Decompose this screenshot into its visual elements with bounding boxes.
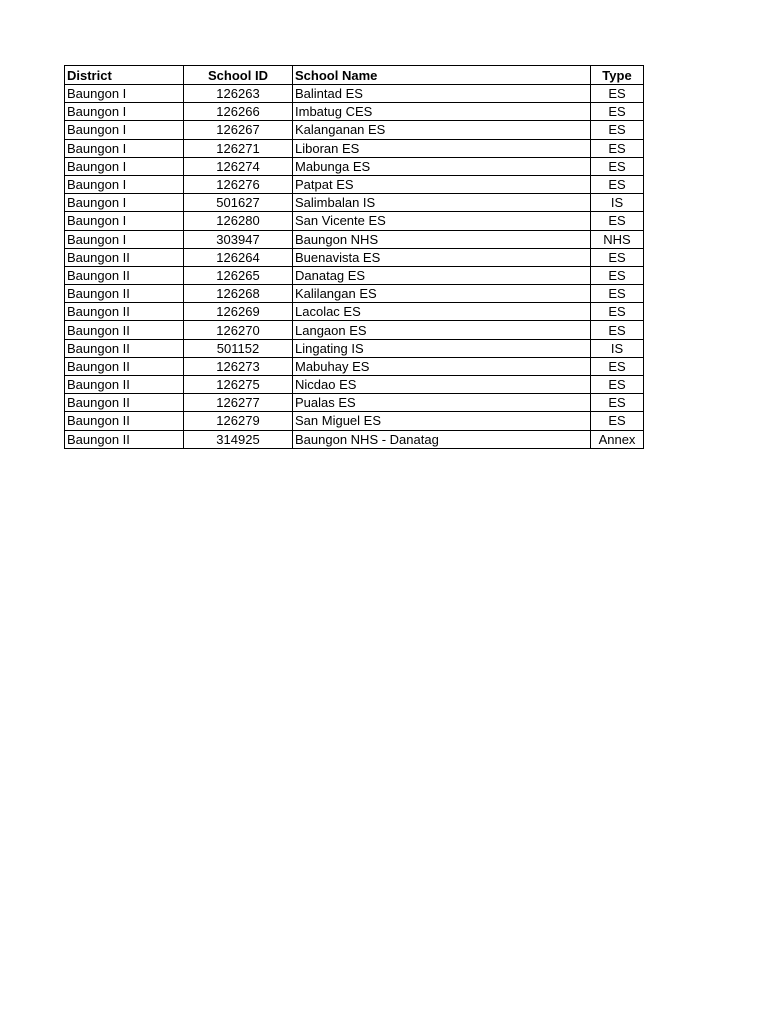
cell-school-id: 126264: [184, 248, 293, 266]
spreadsheet-page: [64, 65, 644, 449]
cell-school-id: 126269: [184, 303, 293, 321]
cell-school-name: Patpat ES: [293, 175, 591, 193]
table-row: [65, 139, 644, 157]
cell-type: Annex: [591, 430, 644, 448]
cell-type: ES: [591, 212, 644, 230]
cell-district: Baungon II: [65, 412, 184, 430]
cell-district: Baungon I: [65, 157, 184, 175]
cell-school-id: 126279: [184, 412, 293, 430]
cell-school-id: 126274: [184, 157, 293, 175]
table-row: [65, 412, 644, 430]
table-row: [65, 357, 644, 375]
cell-district: Baungon II: [65, 248, 184, 266]
cell-district: Baungon II: [65, 430, 184, 448]
cell-school-name: Kalanganan ES: [293, 121, 591, 139]
cell-type: ES: [591, 175, 644, 193]
table-row: [65, 121, 644, 139]
table-row: [65, 248, 644, 266]
table-row: [65, 321, 644, 339]
cell-school-id: 126263: [184, 85, 293, 103]
table-row: [65, 85, 644, 103]
table-row: [65, 339, 644, 357]
cell-school-name: Imbatug CES: [293, 103, 591, 121]
cell-school-name: Danatag ES: [293, 266, 591, 284]
cell-type: ES: [591, 285, 644, 303]
cell-school-id: 126267: [184, 121, 293, 139]
cell-district: Baungon I: [65, 103, 184, 121]
cell-district: Baungon I: [65, 194, 184, 212]
cell-school-id: 126280: [184, 212, 293, 230]
table-row: [65, 285, 644, 303]
cell-type: ES: [591, 412, 644, 430]
cell-type: ES: [591, 321, 644, 339]
cell-school-id: 126268: [184, 285, 293, 303]
cell-district: Baungon I: [65, 212, 184, 230]
cell-school-name: Pualas ES: [293, 394, 591, 412]
table-row: [65, 303, 644, 321]
cell-district: Baungon I: [65, 230, 184, 248]
cell-school-name: Kalilangan ES: [293, 285, 591, 303]
cell-district: Baungon I: [65, 139, 184, 157]
cell-school-id: 126270: [184, 321, 293, 339]
cell-district: Baungon II: [65, 376, 184, 394]
cell-type: ES: [591, 357, 644, 375]
cell-type: ES: [591, 121, 644, 139]
header-type: Type: [591, 66, 644, 85]
cell-district: Baungon II: [65, 394, 184, 412]
cell-school-id: 501152: [184, 339, 293, 357]
cell-school-id: 126271: [184, 139, 293, 157]
cell-district: Baungon II: [65, 357, 184, 375]
cell-district: Baungon II: [65, 303, 184, 321]
cell-type: ES: [591, 303, 644, 321]
cell-type: ES: [591, 85, 644, 103]
cell-school-id: 126277: [184, 394, 293, 412]
table-body: [65, 85, 644, 449]
cell-district: Baungon II: [65, 285, 184, 303]
cell-type: NHS: [591, 230, 644, 248]
cell-school-id: 314925: [184, 430, 293, 448]
table-row: [65, 394, 644, 412]
cell-school-name: Baungon NHS - Danatag: [293, 430, 591, 448]
table-row: [65, 430, 644, 448]
table-row: [65, 175, 644, 193]
table-row: [65, 376, 644, 394]
cell-school-id: 126275: [184, 376, 293, 394]
cell-school-name: Buenavista ES: [293, 248, 591, 266]
cell-school-id: 501627: [184, 194, 293, 212]
cell-school-id: 303947: [184, 230, 293, 248]
header-school-id: School ID: [184, 66, 293, 85]
schools-table: [64, 65, 644, 449]
cell-type: ES: [591, 103, 644, 121]
table-row: [65, 157, 644, 175]
cell-school-name: Salimbalan IS: [293, 194, 591, 212]
cell-school-name: Baungon NHS: [293, 230, 591, 248]
cell-school-id: 126273: [184, 357, 293, 375]
table-row: [65, 212, 644, 230]
cell-school-name: San Vicente ES: [293, 212, 591, 230]
cell-school-id: 126276: [184, 175, 293, 193]
cell-school-name: Mabuhay ES: [293, 357, 591, 375]
table-row: [65, 194, 644, 212]
cell-type: ES: [591, 139, 644, 157]
cell-district: Baungon II: [65, 266, 184, 284]
cell-type: ES: [591, 157, 644, 175]
cell-school-name: Liboran ES: [293, 139, 591, 157]
table-row: [65, 103, 644, 121]
cell-school-name: Balintad ES: [293, 85, 591, 103]
cell-school-id: 126266: [184, 103, 293, 121]
cell-type: IS: [591, 194, 644, 212]
cell-school-name: Lacolac ES: [293, 303, 591, 321]
cell-school-name: San Miguel ES: [293, 412, 591, 430]
cell-type: ES: [591, 394, 644, 412]
cell-district: Baungon I: [65, 85, 184, 103]
cell-district: Baungon II: [65, 339, 184, 357]
table-header-row: [65, 66, 644, 85]
cell-type: ES: [591, 376, 644, 394]
table-row: [65, 266, 644, 284]
cell-school-name: Nicdao ES: [293, 376, 591, 394]
cell-district: Baungon I: [65, 121, 184, 139]
cell-school-name: Mabunga ES: [293, 157, 591, 175]
cell-school-id: 126265: [184, 266, 293, 284]
cell-school-name: Langaon ES: [293, 321, 591, 339]
cell-type: ES: [591, 248, 644, 266]
cell-school-name: Lingating IS: [293, 339, 591, 357]
cell-type: IS: [591, 339, 644, 357]
cell-district: Baungon II: [65, 321, 184, 339]
cell-district: Baungon I: [65, 175, 184, 193]
header-district: District: [65, 66, 184, 85]
table-row: [65, 230, 644, 248]
header-school-name: School Name: [293, 66, 591, 85]
cell-type: ES: [591, 266, 644, 284]
